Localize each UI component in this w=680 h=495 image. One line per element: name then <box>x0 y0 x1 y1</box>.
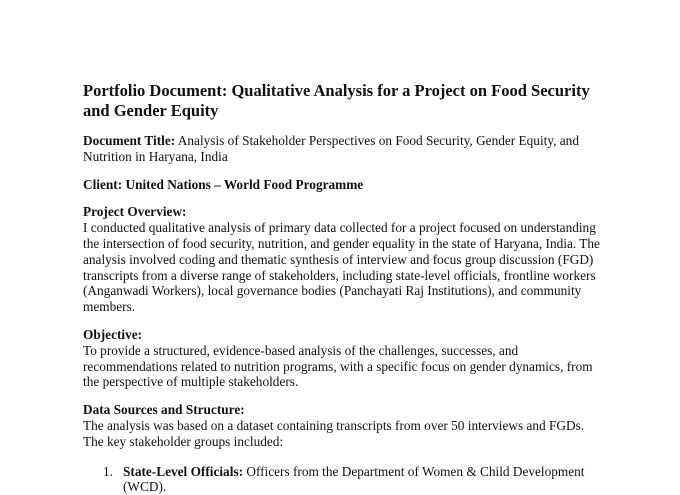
document-title-value: Analysis of Stakeholder Perspectives on Food Security, Gender Equity, and Nutrition in Haryana, India <box>83 133 579 164</box>
project-overview-heading: Project Overview: <box>83 204 187 220</box>
document-title-label: Document Title: <box>83 133 176 148</box>
data-sources-body: The analysis was based on a dataset containing transcripts from over 50 interviews and FGDs. The key stakeholder groups included: <box>83 417 585 449</box>
stakeholder-list <box>83 464 603 495</box>
project-overview-section <box>83 204 603 315</box>
document-title-line <box>83 133 603 165</box>
project-overview-body: I conducted qualitative analysis of primary data collected for a project focused on understanding the intersection of food security, nutrition, and gender equality in the state of Haryana, India. The analysis involved coding and thematic synthesis of interview and focus group discussion (FGD) transcripts from a diverse range of stakeholders, including state-level officials, frontline workers (Anganwadi Workers), local governance bodies (Panchayati Raj Institutions), and community members. <box>83 220 600 315</box>
list-item <box>83 464 603 495</box>
objective-section <box>83 327 603 390</box>
list-item-number: 1. <box>103 463 113 479</box>
data-sources-heading: Data Sources and Structure: <box>83 402 245 418</box>
document-main-title: Portfolio Document: Qualitative Analysis for a Project on Food Security and Gender Equity <box>83 81 590 120</box>
objective-heading: Objective: <box>83 326 143 342</box>
document <box>83 81 603 495</box>
objective-body: To provide a structured, evidence-based analysis of the challenges, successes, and recommendations related to nutrition programs, with a specific focus on gender dynamics, from the perspective of multiple stakeholders. <box>83 342 593 390</box>
list-item-text: Officers from the Department of Women & Child Development (WCD). <box>123 463 585 495</box>
list-item-label: State-Level Officials: <box>123 463 244 479</box>
client-line: Client: United Nations – World Food Programme <box>83 176 364 192</box>
data-sources-section <box>83 402 603 495</box>
